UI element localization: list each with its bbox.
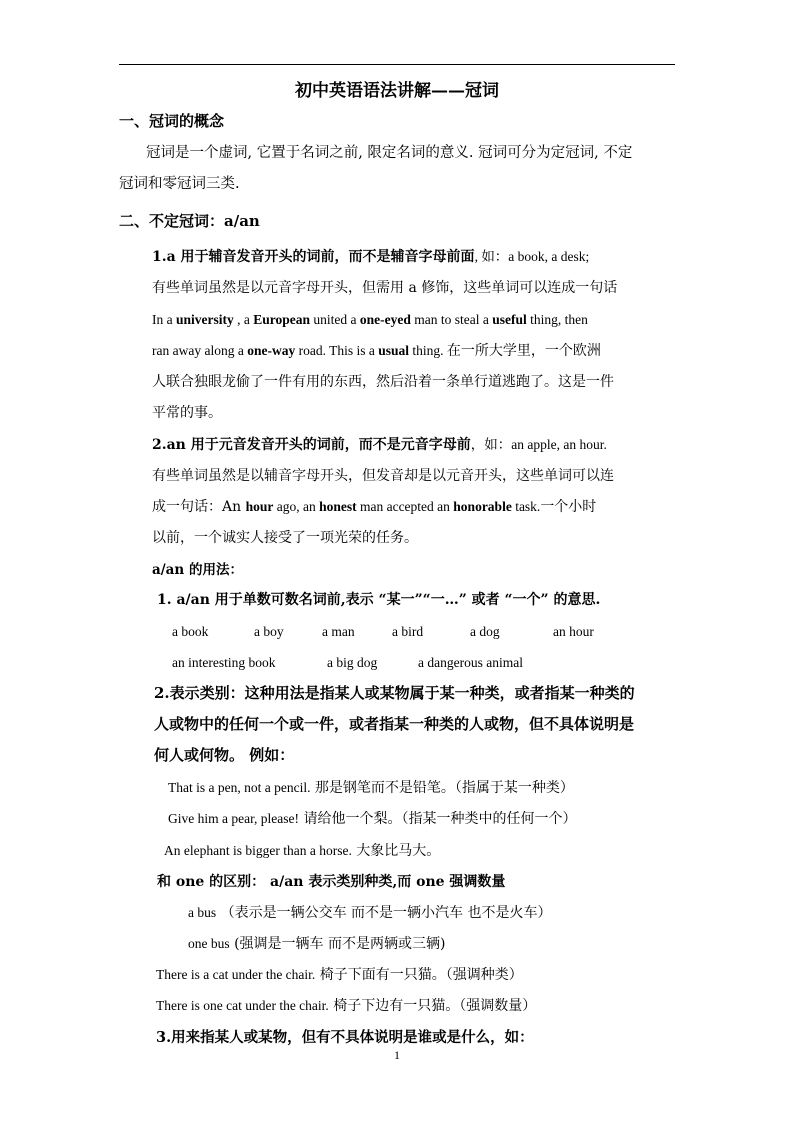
usage-heading: a/an 的用法：: [152, 562, 243, 578]
rule-2-line: [152, 435, 607, 455]
paragraph-line: 有些单词虽然是以元音字母开头，但需用 a 修饰，这些单词可以连成一句话: [152, 280, 618, 296]
example-word: a big dog: [327, 655, 378, 670]
usage-2-line: 人或物中的任何一个或一件，或者指某一种类的人或物，但不具体说明是: [154, 715, 635, 733]
example-sentence-line: 成一句话：An hour ago, an honest man accepted an honorable task.一个小时: [152, 499, 597, 515]
example-word: a dog: [470, 624, 500, 639]
paragraph-line: 人联合独眼龙偷了一件有用的东西，然后沿着一条单行道逃跑了。这是一件: [152, 374, 614, 390]
usage-1-line: 1. a/an 用于单数可数名词前,表示 “某一”“一…” 或者 “一个” 的意思.: [157, 592, 601, 608]
example-word: a man: [322, 624, 355, 639]
rule-2-rest: ，如：an apple, an hour.: [470, 437, 607, 452]
example-word: an hour: [553, 624, 594, 639]
example-word: a boy: [254, 624, 284, 639]
example-word: a book: [172, 624, 209, 639]
usage-3-line: 3.用来指某人或某物，但有不具体说明是谁或是什么，如：: [156, 1029, 534, 1046]
rule-1-bold: 1.a 用于辅音发音开头的词前，而不是辅音字母前面: [152, 249, 475, 265]
paragraph-line: 冠词和零冠词三类.: [119, 176, 240, 192]
example-line: There is one cat under the chair. 椅子下边有一只猫。（强调数量）: [156, 998, 537, 1014]
document-title: 初中英语语法讲解——冠词: [295, 81, 499, 101]
paragraph-line: 有些单词虽然是以辅音字母开头，但发音却是以元音开头，这些单词可以连: [152, 468, 614, 484]
example-word: an interesting book: [172, 655, 276, 670]
example-line: There is a cat under the chair. 椅子下面有一只猫。（强调种类）: [156, 967, 523, 983]
example-line: That is a pen, not a pencil. 那是钢笔而不是铅笔。（指属于某一种类）: [168, 780, 574, 796]
usage-2-line: 何人或何物。 例如：: [154, 746, 295, 764]
example-word: a dangerous animal: [418, 655, 523, 670]
header-rule: [119, 64, 675, 65]
paragraph-line: 冠词是一个虚词, 它置于名词之前, 限定名词的意义. 冠词可分为定冠词, 不定: [146, 145, 633, 161]
page-number: 1: [394, 1048, 400, 1062]
paragraph-line: 以前，一个诚实人接受了一项光荣的任务。: [152, 530, 418, 546]
example-line: a bus （表示是一辆公交车 而不是一辆小汽车 也不是火车）: [188, 905, 552, 921]
rule-2-bold: 2.an 用于元音发音开头的词前，而不是元音字母前: [152, 437, 471, 453]
difference-heading: 和 one 的区别： a/an 表示类别种类,而 one 强调数量: [157, 874, 506, 890]
usage-2-line: 2.表示类别：这种用法是指某人或某物属于某一种类，或者指某一种类的: [154, 684, 635, 702]
rule-1-line: [152, 247, 589, 267]
example-sentence-line: ran away along a one-way road. This is a usual thing. 在一所大学里，一个欧洲: [152, 343, 601, 359]
example-line: one bus (强调是一辆车 而不是两辆或三辆): [188, 936, 446, 952]
paragraph-line: 平常的事。: [152, 405, 222, 421]
example-word: a bird: [392, 624, 424, 639]
rule-1-rest: , 如：a book, a desk;: [474, 249, 590, 264]
example-line: Give him a pear, please! 请给他一个梨。（指某一种类中的任何一个）: [168, 811, 577, 827]
example-sentence-line: In a university , a European united a one-eyed man to steal a useful thing, then: [152, 312, 588, 327]
section-2-heading: 二、不定冠词：a/an: [119, 212, 260, 230]
example-line: An elephant is bigger than a horse. 大象比马大。: [164, 843, 441, 859]
section-1-heading: 一、冠词的概念: [119, 112, 225, 130]
